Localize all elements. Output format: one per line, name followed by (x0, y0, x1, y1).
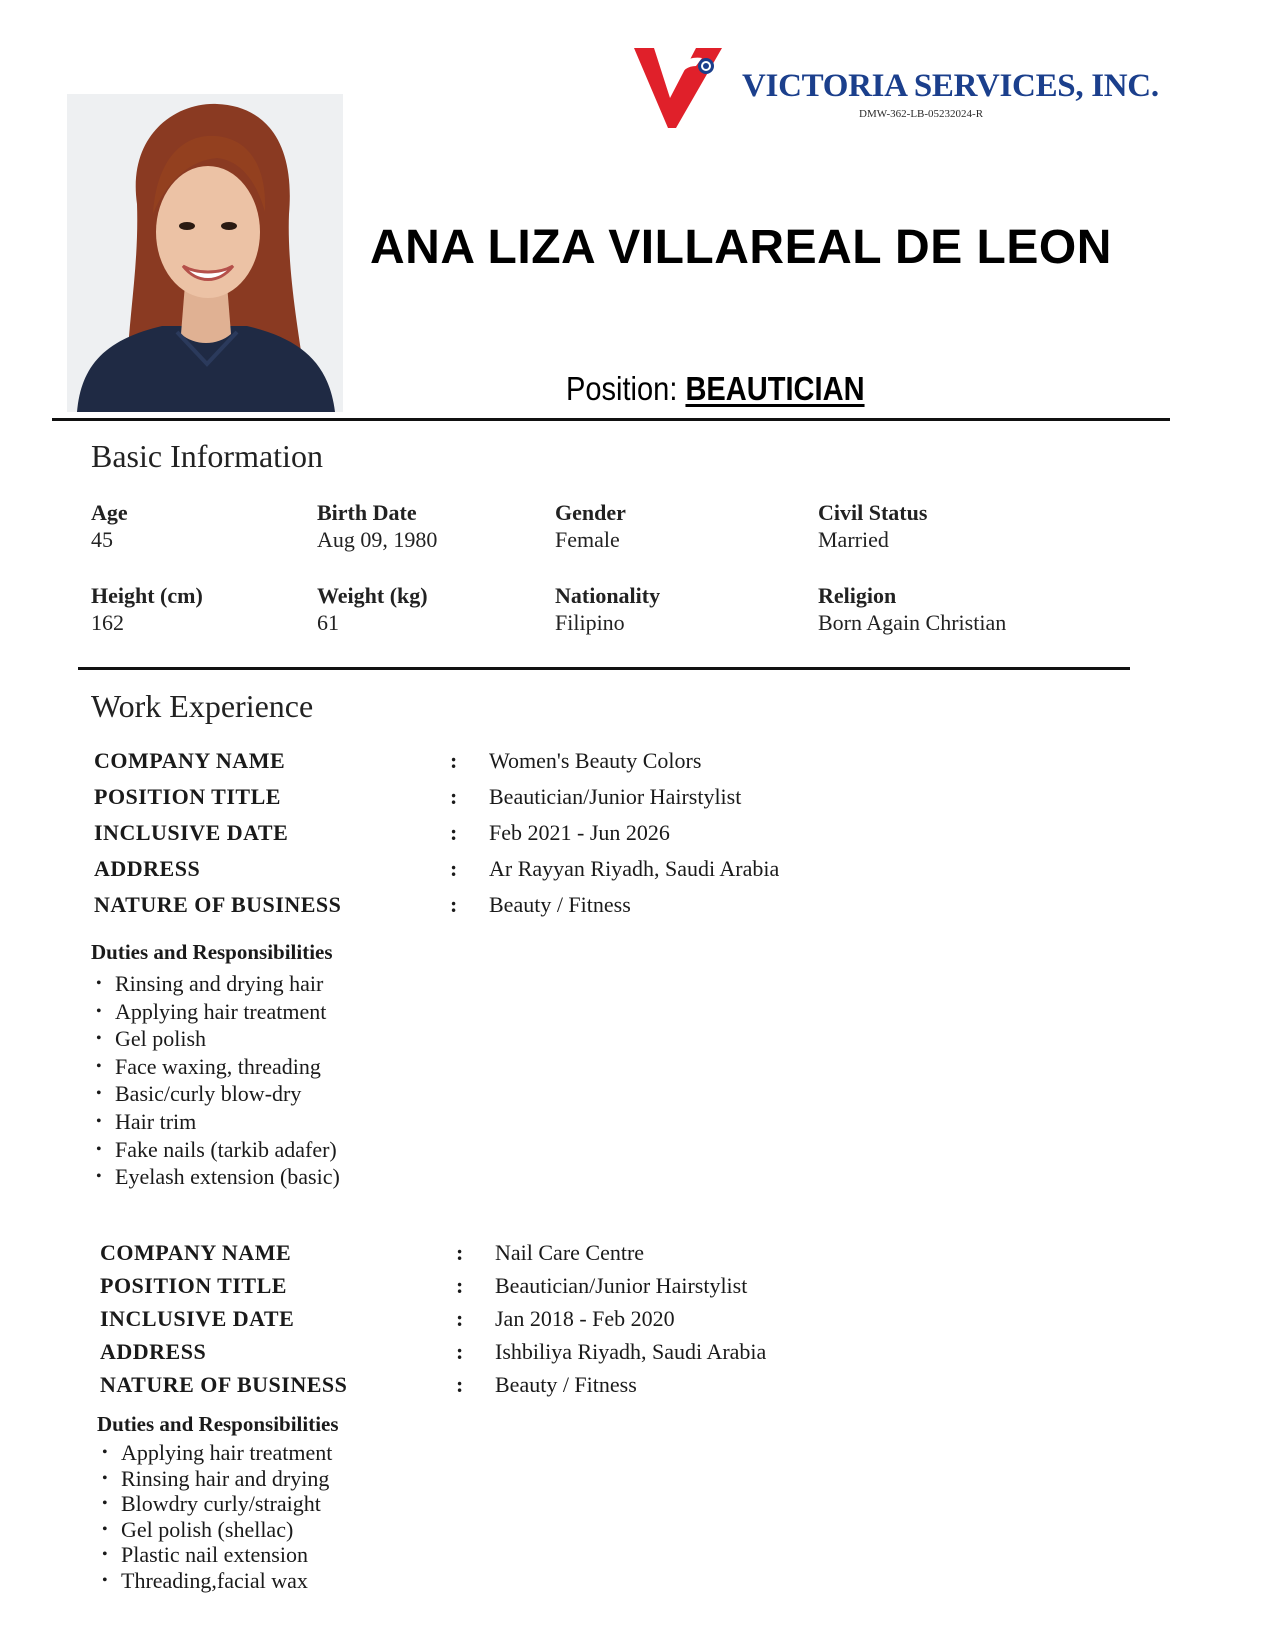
basic-info-title: Basic Information (91, 438, 323, 474)
company-name: VICTORIA SERVICES, INC. (742, 68, 1159, 104)
row-value: Ishbiliya Riyadh, Saudi Arabia (495, 1339, 767, 1364)
position-label: Position: (566, 370, 678, 407)
applicant-name: ANA LIZA VILLAREAL DE LEON (370, 221, 1112, 274)
list-item (97, 1440, 332, 1466)
civil-status-value: Married (818, 527, 889, 552)
bullet-icon: • (96, 1140, 102, 1158)
divider (52, 418, 1170, 421)
row-colon: : (456, 1339, 464, 1364)
position-title-row (100, 1273, 1000, 1309)
religion-label: Religion (818, 583, 897, 608)
row-colon: : (450, 784, 458, 809)
bullet-icon: • (102, 1546, 108, 1563)
row-value: Nail Care Centre (495, 1240, 645, 1265)
duty-text: Hair trim (115, 1108, 197, 1134)
company-name-row (100, 1240, 1000, 1276)
birth-date-label: Birth Date (317, 500, 417, 525)
row-label: NATURE OF BUSINESS (94, 892, 342, 917)
list-item (91, 1025, 340, 1053)
gender-value: Female (555, 527, 620, 552)
list-item (91, 1163, 340, 1191)
row-label: INCLUSIVE DATE (100, 1306, 295, 1331)
inclusive-date-row (100, 1306, 1000, 1342)
bullet-icon: • (102, 1571, 108, 1589)
duty-text: Basic/curly blow-dry (115, 1081, 302, 1107)
nationality-value: Filipino (555, 610, 625, 635)
position-line (566, 370, 865, 408)
bullet-icon: • (102, 1495, 108, 1512)
duty-text: Blowdry curly/straight (121, 1491, 321, 1516)
address-row (100, 1339, 1000, 1375)
row-label: INCLUSIVE DATE (94, 820, 289, 845)
position-title-row (94, 784, 994, 820)
duties-title: Duties and Responsibilities (91, 940, 333, 964)
row-label: POSITION TITLE (100, 1273, 287, 1298)
duty-text: Eyelash extension (basic) (115, 1164, 340, 1190)
gender-label: Gender (555, 500, 626, 525)
divider (78, 667, 1130, 670)
list-item (91, 1108, 340, 1136)
height-label: Height (cm) (91, 583, 203, 608)
row-label: NATURE OF BUSINESS (100, 1372, 348, 1397)
row-colon: : (450, 892, 458, 917)
bullet-icon: • (102, 1444, 108, 1461)
duties-list (91, 970, 340, 1191)
list-item (97, 1491, 332, 1517)
row-value: Beauty / Fitness (489, 892, 631, 917)
list-item (91, 1053, 340, 1081)
bullet-icon: • (96, 1112, 102, 1130)
bullet-icon: • (96, 1002, 102, 1020)
list-item (97, 1542, 332, 1568)
birth-date-value: Aug 09, 1980 (317, 527, 438, 552)
row-label: ADDRESS (100, 1339, 207, 1364)
inclusive-date-row (94, 820, 994, 856)
duty-text: Fake nails (tarkib adafer) (115, 1136, 337, 1162)
row-label: POSITION TITLE (94, 784, 281, 809)
bullet-icon: • (102, 1469, 108, 1487)
height-value: 162 (91, 610, 124, 635)
row-label: COMPANY NAME (100, 1240, 292, 1265)
applicant-photo (67, 94, 343, 412)
bullet-icon: • (96, 1168, 102, 1186)
list-item (97, 1466, 332, 1492)
age-label: Age (91, 500, 128, 525)
nationality-label: Nationality (555, 583, 661, 608)
row-label: COMPANY NAME (94, 748, 286, 773)
row-colon: : (456, 1372, 464, 1397)
bullet-icon: • (102, 1520, 108, 1538)
work-experience-title: Work Experience (91, 688, 314, 724)
row-value: Beautician/Junior Hairstylist (489, 784, 742, 809)
weight-label: Weight (kg) (317, 583, 428, 608)
row-value: Beauty / Fitness (495, 1372, 637, 1397)
row-colon: : (456, 1273, 464, 1298)
duty-text: Applying hair treatment (121, 1440, 333, 1465)
list-item (91, 970, 340, 998)
duty-text: Rinsing hair and drying (121, 1465, 330, 1491)
duties-title: Duties and Responsibilities (97, 1412, 339, 1436)
row-value: Women's Beauty Colors (489, 748, 702, 773)
row-label: ADDRESS (94, 856, 201, 881)
list-item (91, 1136, 340, 1164)
duty-text: Applying hair treatment (115, 998, 327, 1024)
list-item (91, 998, 340, 1026)
row-colon: : (456, 1240, 464, 1265)
row-colon: : (456, 1306, 464, 1331)
row-value: Ar Rayyan Riyadh, Saudi Arabia (489, 856, 780, 881)
position-value: BEAUTICIAN (685, 370, 865, 407)
duty-text: Plastic nail extension (121, 1542, 308, 1567)
weight-value: 61 (317, 610, 339, 635)
bullet-icon: • (96, 1030, 102, 1048)
duty-text: Face waxing, threading (115, 1053, 321, 1079)
row-colon: : (450, 856, 458, 881)
row-colon: : (450, 748, 458, 773)
list-item (97, 1568, 332, 1594)
duties-list (97, 1440, 332, 1593)
religion-value: Born Again Christian (818, 610, 1007, 635)
address-row (94, 856, 994, 892)
nature-of-business-row (100, 1372, 1000, 1408)
company-logo (632, 44, 724, 132)
license-number: DMW-362-LB-05232024-R (859, 108, 984, 120)
bullet-icon: • (96, 1085, 102, 1103)
row-value: Beautician/Junior Hairstylist (495, 1273, 748, 1298)
duty-text: Gel polish (shellac) (121, 1516, 294, 1542)
civil-status-label: Civil Status (818, 500, 928, 525)
duty-text: Rinsing and drying hair (115, 971, 324, 996)
row-colon: : (450, 820, 458, 845)
row-value: Feb 2021 - Jun 2026 (489, 820, 670, 845)
duty-text: Gel polish (115, 1026, 207, 1052)
bullet-icon: • (96, 1057, 102, 1075)
company-name-row (94, 748, 994, 784)
row-value: Jan 2018 - Feb 2020 (495, 1306, 675, 1331)
age-value: 45 (91, 527, 113, 552)
duty-text: Threading,facial wax (121, 1567, 308, 1593)
bullet-icon: • (96, 975, 102, 992)
nature-of-business-row (94, 892, 994, 928)
list-item (91, 1080, 340, 1108)
list-item (97, 1517, 332, 1543)
